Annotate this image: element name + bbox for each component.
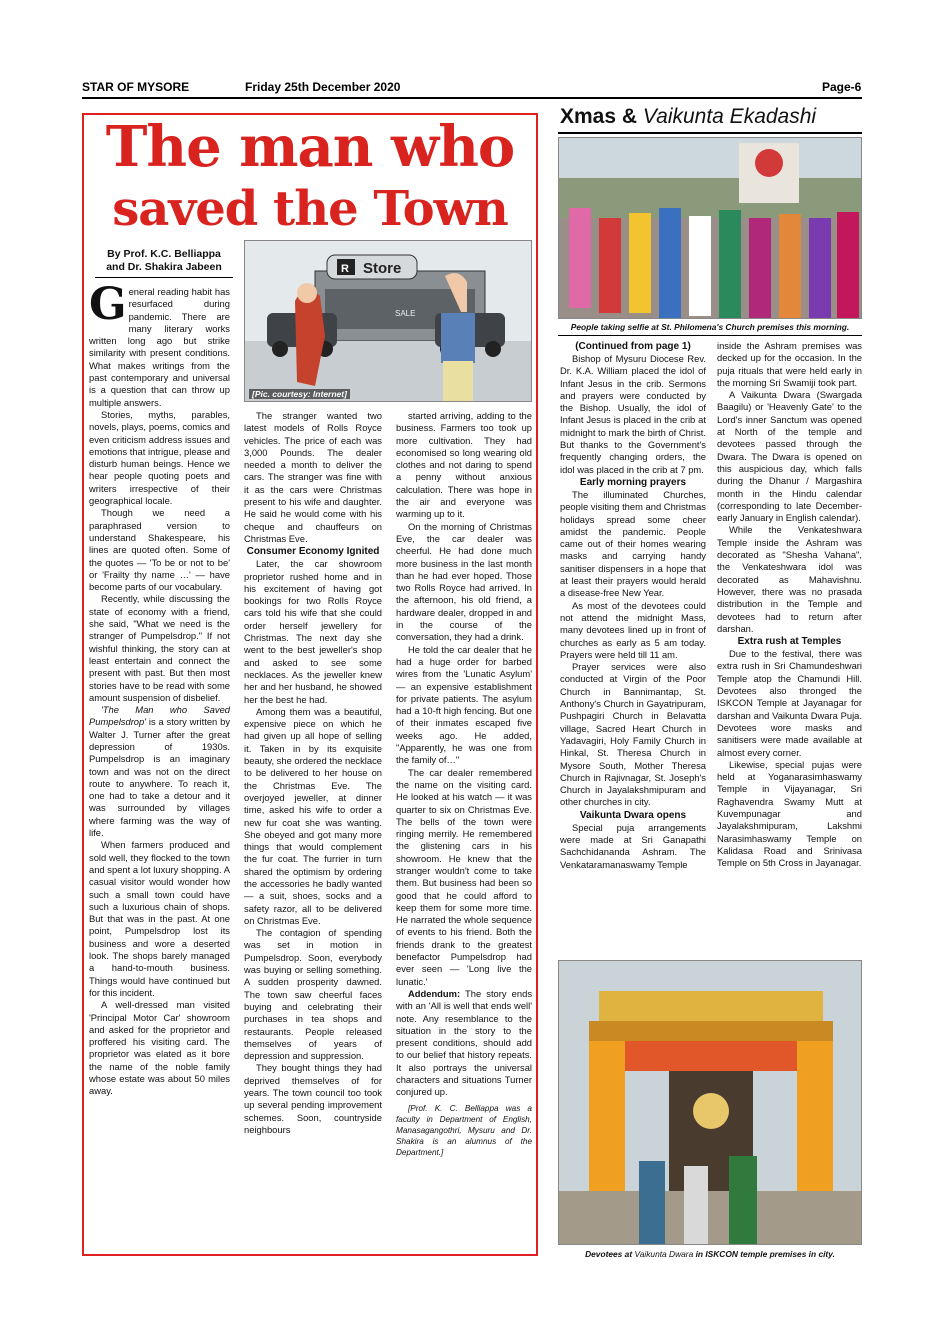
paragraph: They bought things they had deprived themselves of for years. The town council too took up several pending improvement schemes. Soon, countryside neighbours — [244, 1062, 382, 1135]
byline-author-2: and Dr. Shakira Jabeen — [106, 261, 222, 273]
store-logo-letter: R — [341, 263, 349, 275]
article-column-2 — [244, 410, 382, 1136]
trees — [559, 178, 862, 218]
addendum-label: Addendum: — [408, 987, 461, 999]
devotee — [639, 1161, 665, 1245]
paragraph: started arriving, adding to the business. Farmers too took up more cultivation. They had economised so long wearing old clothes and not daring to spend a penny without anxious calculation. There was hope in the air and everyone was warming up to it. — [396, 410, 532, 520]
feature-title-line2: saved the Town — [112, 181, 508, 237]
subheading: Extra rush at Temples — [737, 636, 842, 648]
paragraph: 'The Man who Saved Pumpelsdrop' is a story written by Walter J. Turner after the great depression of 1930s. Pumpelsdrop is an imaginary town and was not on the direct route to anywhere. To reach it, one had to take a detour and it was surrounded by villages where farming was the way of life. — [89, 704, 231, 839]
crowd-scene — [559, 138, 862, 319]
man-trousers — [443, 361, 473, 401]
paragraph: A well-dressed man visited 'Principal Motor Car' showroom and asked for the proprietor and proffered his visiting card. The proprietor was elated as it bore the name of the noble family whose estate was about 50 miles away. — [89, 999, 230, 1097]
section-title — [560, 104, 862, 130]
subheading: Early morning prayers — [579, 476, 687, 488]
person — [809, 218, 831, 318]
page-number: Page-6 — [822, 80, 862, 94]
paragraph: As most of the devotees could not attend the midnight Mass, many devotees lined up in front of churches as early as 5 am today. Prayers were held till 11 am. — [560, 599, 706, 660]
feature-title-line1: The man who — [105, 114, 515, 180]
author-note: [Prof. K. C. Belliappa was a faculty in Department of English, Manasagangothri, Mysuru and Dr. Shakira is an alumnus of the Department.] — [396, 1103, 532, 1157]
paragraph: Due to the festival, there was extra rush in Sri Chamundeshwari Temple atop the Chamundi Hill. Devotees also thronged the ISKCON Temple at Jayanagar for darshan and Vaikunta Dwara Puja. Devotees wore masks and sanitisers were made available at almost every corner. — [717, 648, 862, 758]
person — [659, 208, 681, 318]
paragraph: Stories, myths, parables, novels, plays, poems, comics and even criticism address issues and emotions that intrigue, please and disturb human beings. Hence we hear people quoting poets and writers irrespective of their geographical locale. — [89, 408, 230, 507]
issue-date: Friday 25th December 2020 — [245, 80, 401, 94]
continued-note: (Continued from page 1) — [575, 341, 691, 352]
man-shirt — [441, 313, 475, 363]
cartoon-credit: [Pic. courtesy: Internet] — [249, 389, 350, 399]
store-sign-text: Store — [363, 260, 402, 277]
section-title-amp: & — [621, 105, 638, 128]
header-rule — [82, 97, 862, 99]
paragraph: Likewise, special pujas were held at Yoganarasimhaswamy Temple in Vijayanagar, Sri Raghavendra Swamy Mutt at Kuvempunagar and Jayalakshmipuram, Lakshmi Narasimhaswamy Temple on Kalidasa Road and Srinivasa Temple on 5th Cross in Jayanagar. — [717, 758, 862, 869]
person — [569, 208, 591, 308]
paragraph: On the morning of Christmas Eve, the car dealer was cheerful. He had done much more business in the last month than he had ever hoped. Those two Rolls Royce had arrived. In the afternoon, his old friend, a hardware dealer, dropped in and in the course of the conversation, they had a drink. — [396, 520, 532, 643]
paragraph: The contagion of spending was set in motion in Pumpelsdrop. Soon, everybody was buying or selling something. A sudden prosperity dawned. The town saw cheerful faces buying and celebrating their purchases in tea shops and restaurants. People released themselves of years of depression and suppression. — [244, 927, 382, 1062]
devotee — [684, 1166, 708, 1245]
church-selfie-photo — [558, 137, 862, 319]
santa-figure — [755, 149, 783, 177]
car-wheel — [485, 341, 501, 357]
paragraph: General reading habit has resurfaced during pandemic. There are many literary works written long ago but strike similarity with present conditions. What makes writings from the past contemporary and universal is a question that can throw up multiple answers. — [89, 279, 230, 408]
article-column-5 — [717, 340, 862, 869]
photo-caption-top: People taking selfie at St. Philomena's Church premises this morning. — [570, 322, 850, 332]
paragraph: Prayer services were also conducted at Virgin of the Poor Church in Bannimantap, St. Anthony's Church in Gayatripuram, Pushpagiri Church in Belavatta village, Sacred Heart Church in Yadavagiri, Holy Family Church in Hinkal, St. Theresa Church in Mysore South, Mother Theresa Church in Rajivnagar, St. Joseph's Church in Jayalakshmipuram and other churches in city. — [560, 661, 706, 808]
paragraph: Though we need a paraphrased version to understand Shakespeare, his lines are quoted often. Some of the quotes — 'To be or not to be' or 'Frailty thy name …' — have become parts of our vocabulary. — [89, 507, 230, 593]
paragraph: inside the Ashram premises was decked up for the occasion. In the puja rituals that were held early in the morning Sri Swamiji took part. — [717, 340, 862, 388]
paragraph: While the Venkateshwara Temple inside the Ashram was decorated as "Shesha Vahana", the Venkateshwara idol was decorated as Mahavishnu. However, there was no prasada distribution in the Temple and devotees had to return after darshan. — [717, 524, 862, 634]
devotee — [729, 1156, 757, 1245]
deity-idol — [693, 1093, 729, 1129]
paragraph: He told the car dealer that he had a huge order for barbed wires from the 'Lunatic Asylum' — an expensive establishment for private patients. The asylum had a 10-ft high fencing. But one of their inmates escaped five weeks ago. He added, "Apparently, he was one from the family of…" — [396, 643, 532, 766]
paragraph: Bishop of Mysuru Diocese Rev. Dr. K.A. William placed the idol of Infant Jesus in the crib. Sermons and prayers were conducted by the Bishop. Usually, the idol of Infant Jesus is placed in the crib at midnight to mark the birth of Christ. But thanks to the Government's frequently changing orders, the idol was placed in the crib at 7 pm. — [560, 353, 706, 475]
person — [689, 216, 711, 316]
paragraph: Recently, while discussing the state of economy with a friend, she said, "What we need is the stranger of Pumpelsdrop." If not wishful thinking, the story can at least entertain and connect the present with past. But then most stories have to be read with some amount suspension of disbelief. — [89, 593, 230, 703]
byline — [95, 248, 233, 278]
flower-arch — [625, 1041, 797, 1071]
iskcon-temple-photo — [558, 960, 862, 1245]
section-rule — [558, 132, 862, 134]
person — [599, 218, 621, 313]
woman-head — [297, 283, 317, 303]
article-column-3 — [396, 410, 532, 1158]
story-title: 'The Man who Saved Pumpelsdrop' — [89, 704, 230, 728]
section-title-vaikunta: Vaikunta Ekadashi — [642, 105, 817, 128]
paragraph: Later, the car showroom proprietor rushed home and in his excitement of having got bookings for two Rolls Royce cars told his wife that she could order herself jewellery for Christmas. The next day she went to the best jeweller's shop and asked to see some necklaces. As the jeweller knew her and her husband, he showed her the best he had. — [244, 558, 382, 705]
feature-title — [86, 116, 534, 240]
masthead: STAR OF MYSORE — [82, 80, 190, 94]
canopy — [589, 1021, 833, 1041]
person — [719, 210, 741, 318]
byline-author-1: By Prof. K.C. Belliappa — [107, 248, 221, 260]
article-column-4 — [560, 340, 706, 871]
ground — [559, 1191, 862, 1245]
photo-caption-bottom: Devotees at Vaikunta Dwara in ISKCON temple premises in city. — [585, 1249, 835, 1259]
cartoon-drawing — [245, 241, 532, 402]
caption-rule — [558, 335, 862, 336]
paragraph: A Vaikunta Dwara (Swargada Baagilu) or 'Heavenly Gate' to the Lord's inner Sanctum was opened at North of the temple and devotees passed through the Dwara. The Dwara is opened on this auspicious day, which falls during the Dhanur / Margashira month in the Hindu calendar (corresponding to late December-early January in English calendar). — [717, 389, 862, 524]
person — [837, 212, 859, 318]
paragraph: When farmers produced and sold well, they flocked to the town and spent a lot luxury shopping. A casual visitor would wonder how such a small town could have such a luxurious chain of shops. But that was in the past. At one point, Pumpelsdrop lost its business and wore a deserted look. The shops barely managed a hand-to-mouth business. Things would have continued but for this incident. — [89, 839, 230, 998]
paragraph: Among them was a beautiful, expensive piece on which he had given up all hope of selling it. Taken in by its exquisite beauty, she ordered the necklace to be delivered to her house on the Christmas Eve. The overjoyed jeweller, at dinner time, asked his wife to order a new fur coat she was wanting. She obeyed and got many more things that would complement the fur coat. The furrier in turn shared the optimism by ordering the accessories he badly wanted — a suit, shoes, socks and a safety razor, all to be delivered on Christmas Eve. — [244, 705, 382, 926]
paragraph: The stranger wanted two latest models of Rolls Royce vehicles. The price of each was 3,000 Pounds. The dealer needed a month to deliver the cars. The stranger was fine with it as the cars were Christmas present to his wife and daughter. He said he would come with his cheque and chauffeurs on Christmas Eve. — [244, 410, 382, 544]
person — [749, 218, 771, 318]
subheading: Vaikunta Dwara opens — [579, 809, 687, 821]
paragraph: Special puja arrangements were made at Sri Ganapathi Sachchidananda Ashram. The Venkataramanaswamy Temple — [560, 821, 706, 870]
person — [629, 213, 651, 313]
subheading: Consumer Economy Ignited — [246, 546, 380, 558]
temple-scene — [559, 961, 862, 1245]
person — [779, 214, 801, 318]
paragraph: The illuminated Churches, people visiting them and Christmas holidays spread some cheer amidst the pandemic. People came out of their homes wearing masks and carrying handy sanitiser dispensers in a hope that at least their prayers would herald a disease-free New Year. — [560, 488, 706, 599]
paragraph: The car dealer remembered the name on the visiting card. He looked at his watch — it was quarter to six on Christmas Eve. The bells of the town were ringing merrily. He remembered the glistening cars in his showroom. He knew that the stranger wouldn't come to take them. But business had been so good that he could afford to keep them for some more time. He narrated the whole sequence of events to his friend. Both the friends drank to the greatest benefactor Pumpelsdrop had ever seen — 'Long live the lunatic.' — [396, 766, 532, 987]
car-wheel — [272, 341, 288, 357]
drop-cap: G — [89, 279, 127, 330]
sale-sign: SALE — [395, 309, 416, 318]
cartoon-illustration — [244, 240, 532, 402]
paragraph: Addendum: The story ends with an 'All is well that ends well' note. Any resemblance to the situation in the story to the present conditions, should add to our belief that history repeats. It also portrays the universal characters and situations Turner conjured up. — [396, 987, 533, 1098]
section-title-xmas: Xmas — [560, 105, 617, 128]
article-column-1 — [89, 279, 231, 1098]
